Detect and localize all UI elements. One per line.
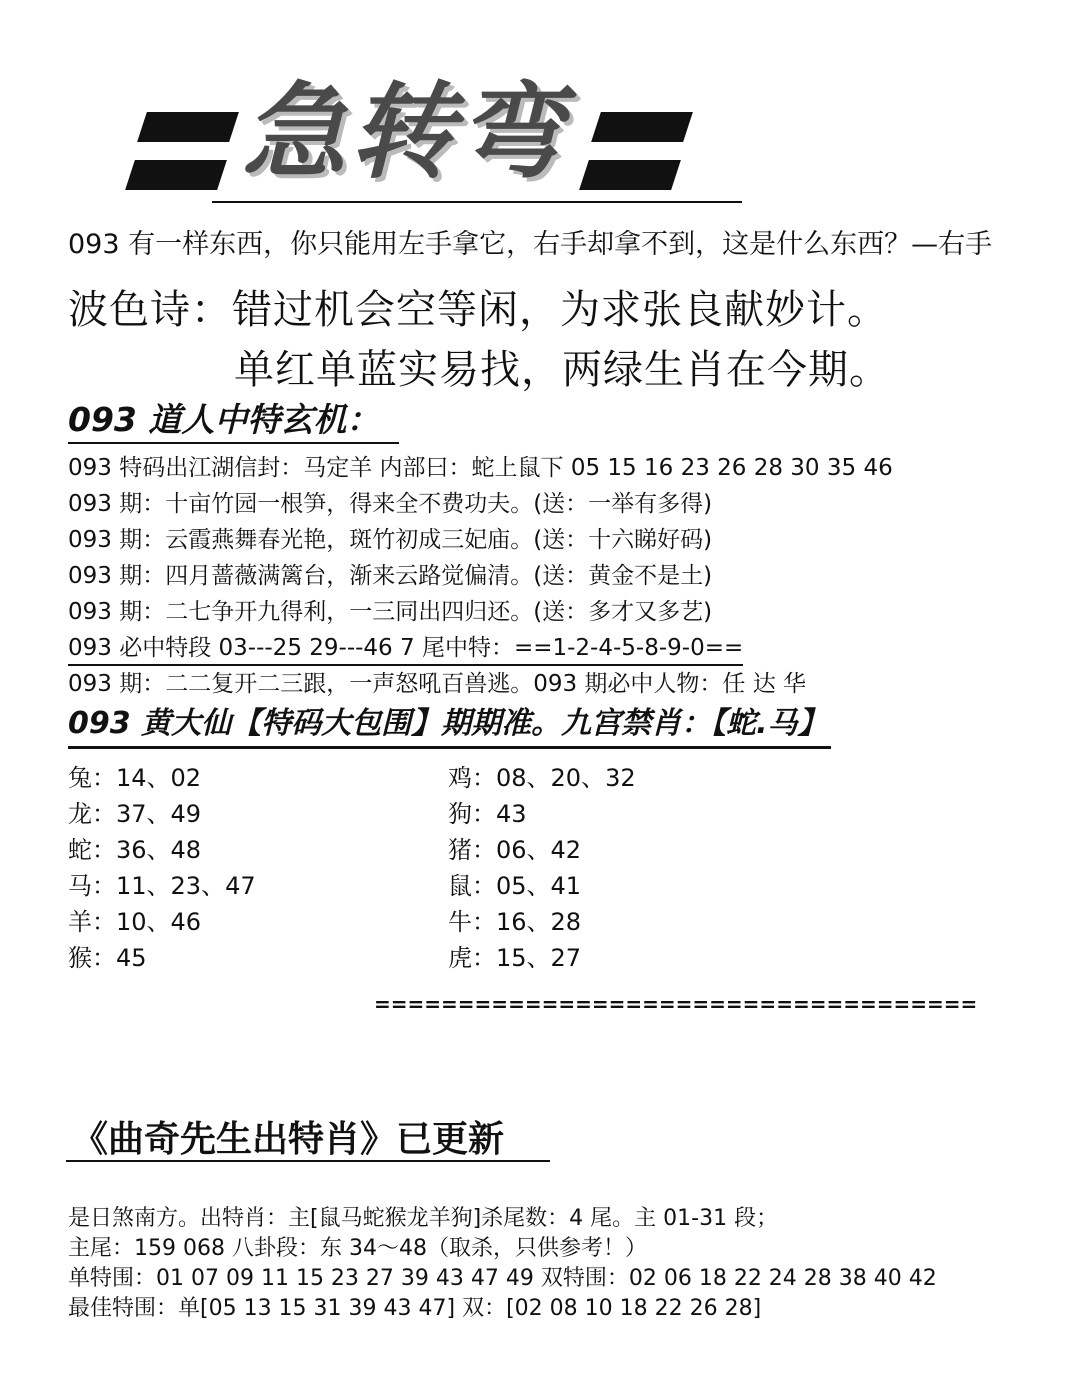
info-line: 093 期：十亩竹园一根笋，得来全不费功夫。(送：一举有多得) [68,491,713,517]
zodiac-item: 猪：06、42 [448,836,582,864]
zodiac-item: 龙：37、49 [68,800,202,828]
logo-bar-right-bottom [579,160,681,190]
tail-line: 最佳特围：单[05 13 15 31 39 43 47] 双：[02 08 10 18 22 26 28] [68,1296,762,1321]
info-line: 093 期：二七争开九得利，一三同出四归还。(送：多才又多艺) [68,599,713,625]
logo-title: 急转弯 [242,70,567,193]
zodiac-item: 兔：14、02 [68,764,202,792]
tail-line: 是日煞南方。出特肖：主[鼠马蛇猴龙羊狗]杀尾数：4 尾。主 01-31 段； [68,1206,779,1231]
news-title: 《曲奇先生出特肖》已更新 [72,1119,505,1160]
logo-bar-left-bottom [125,160,227,190]
zodiac-item: 羊：10、46 [68,908,202,936]
riddle-line: 093 有一样东西，你只能用左手拿它，右手却拿不到，这是什么东西？—右手 [68,229,993,260]
header-rule [212,201,742,203]
info-line: 093 期：二二复开二三跟，一声怒吼百兽逃。093 期必中人物：任 达 华 [68,671,807,697]
tail-line: 单特围：01 07 09 11 15 23 27 39 43 47 49 双特围：02 06 18 22 24 28 38 40 42 [68,1266,937,1291]
logo-bar-left-top [137,112,239,142]
poem-line-1: 波色诗：错过机会空等闲，为求张良献妙计。 [68,287,888,333]
zodiac-list-right [448,760,636,976]
zodiac-item: 猴：45 [68,944,147,972]
info-line: 093 期：四月蔷薇满篱台，渐来云路觉偏清。(送：黄金不是土) [68,563,713,589]
section-title-huangdaxian: 093 黄大仙【特码大包围】期期准。九宫禁肖：【蛇.马】 [68,702,831,749]
zodiac-list-left [68,760,256,976]
zodiac-item: 鸡：08、20、32 [448,764,636,792]
separator-line: ==================================== [374,992,978,1016]
zodiac-item: 狗：43 [448,800,527,828]
zodiac-item: 马：11、23、47 [68,872,256,900]
poem-line-2: 单红单蓝实易找，两绿生肖在今期。 [234,347,890,393]
section-title-daoren: 093 道人中特玄机： [68,398,399,444]
tail-line: 主尾：159 068 八卦段：东 34～48（取杀，只供参考！） [68,1236,647,1261]
news-rule [66,1160,550,1162]
zodiac-item: 虎：15、27 [448,944,582,972]
info-line-special-segment: 093 必中特段 03---25 29---46 7 尾中特：==1-2-4-5-8-9-0== [68,632,743,666]
zodiac-item: 鼠：05、41 [448,872,582,900]
zodiac-item: 牛：16、28 [448,908,582,936]
info-line: 093 期：云霞燕舞春光艳，斑竹初成三妃庙。(送：十六睇好码) [68,527,713,553]
zodiac-item: 蛇：36、48 [68,836,202,864]
info-line: 093 特码出江湖信封：马定羊 内部曰：蛇上鼠下 05 15 16 23 26 28 30 35 46 [68,455,893,481]
logo-bar-right-top [591,112,693,142]
